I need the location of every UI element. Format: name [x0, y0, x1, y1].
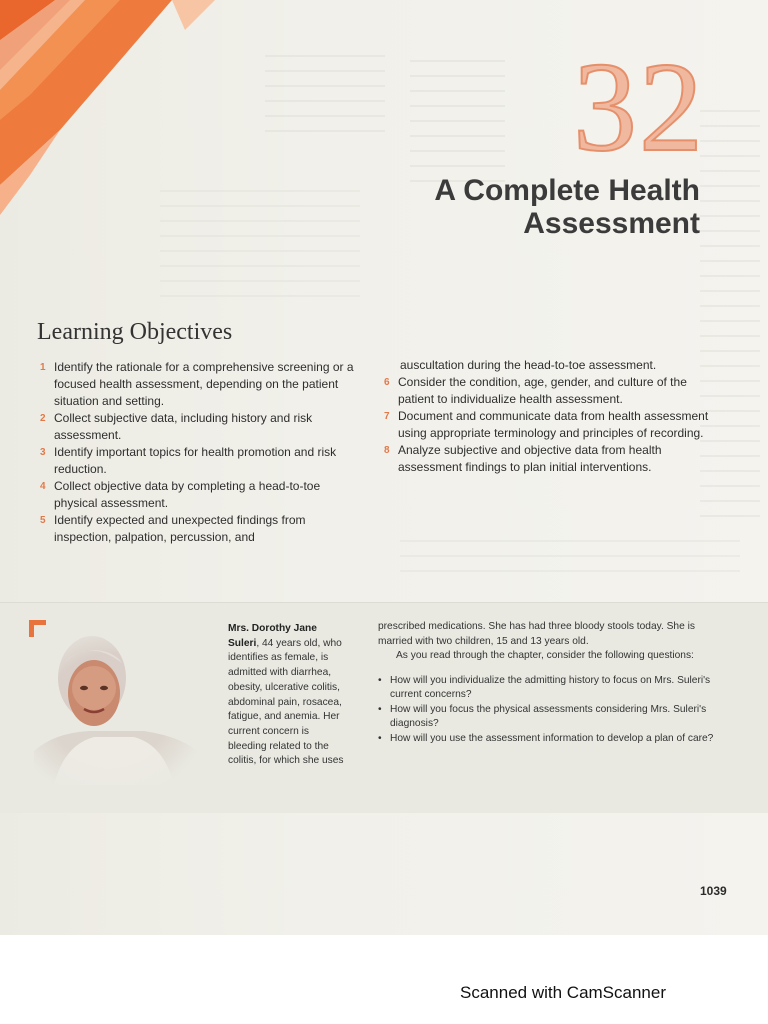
question-item: • How will you use the assessment information to develop a plan of care?: [378, 732, 718, 747]
objective-text: auscultation during the head-to-toe assessment.: [400, 358, 657, 372]
corner-decoration: [0, 0, 230, 230]
objective-number: 8: [384, 445, 390, 456]
objective-number: 4: [40, 481, 46, 492]
objectives-column-right: [384, 357, 719, 476]
objective-number: 5: [40, 515, 46, 526]
case-study-text: [378, 620, 718, 746]
case-study-panel: [0, 602, 768, 813]
page-number: 1039: [700, 884, 727, 898]
objective-number: 6: [384, 377, 390, 388]
objective-number: 7: [384, 411, 390, 422]
objective-item: [384, 442, 719, 476]
chapter-title: [360, 174, 700, 240]
patient-name: Mrs. Dorothy Jane Suleri: [228, 623, 317, 649]
objective-item: [384, 374, 719, 408]
objective-text: Collect subjective data, including history and risk assessment.: [54, 411, 313, 442]
objective-text: Document and communicate data from health assessment using appropriate terminology and principles of recording.: [398, 409, 709, 440]
objective-item: [40, 444, 355, 478]
question-item: • How will you individualize the admitting history to focus on Mrs. Suleri's current concerns?: [378, 674, 718, 703]
case-questions: [378, 674, 718, 747]
scanner-watermark: Scanned with CamScanner: [460, 983, 667, 1002]
objective-number: 3: [40, 447, 46, 458]
patient-bio-text: , 44 years old, who identifies as female, is admitted with diarrhea, obesity, ulcerative colitis, abdominal pain, rosacea, fatigue, and anemia. Her current concern is bleeding related to the colitis, for which she uses: [228, 637, 344, 767]
objective-text: Consider the condition, age, gender, and culture of the patient to individualize health assessment.: [398, 375, 687, 406]
objective-item: [40, 359, 355, 410]
objective-item: [384, 408, 719, 442]
question-item: • How will you focus the physical assessments considering Mrs. Suleri's diagnosis?: [378, 703, 718, 732]
objective-item: [40, 478, 355, 512]
chapter-title-line: Assessment: [523, 207, 700, 240]
objective-text: Collect objective data by completing a head-to-toe physical assessment.: [54, 479, 321, 510]
learning-objectives-heading: Learning Objectives: [37, 319, 233, 345]
objective-text: Identify the rationale for a comprehensive screening or a focused health assessment, depending on the patient situation and setting.: [54, 360, 354, 408]
bleed-through-text: [410, 60, 505, 190]
objective-text: Analyze subjective and objective data from health assessment findings to plan initial interventions.: [398, 443, 662, 474]
objective-number: 1: [40, 362, 46, 373]
bleed-through-text: [400, 540, 740, 585]
objectives-column-left: [40, 359, 355, 546]
objective-item: [40, 512, 355, 546]
bleed-through-text: [265, 55, 385, 145]
patient-bio: [228, 622, 348, 769]
objective-text: Identify expected and unexpected findings from inspection, palpation, percussion, and: [54, 513, 306, 544]
chapter-number: 32: [573, 36, 705, 178]
case-prompt: As you read through the chapter, consider the following questions:: [396, 650, 694, 661]
case-continuation: prescribed medications. She has had three bloody stools today. She is married with two children, 15 and 13 years old.: [378, 621, 695, 647]
chapter-title-line: A Complete Health: [434, 174, 700, 207]
objective-number: 2: [40, 413, 46, 424]
objective-text: Identify important topics for health promotion and risk reduction.: [54, 445, 337, 476]
patient-photo: [34, 633, 202, 785]
objective-item: [40, 410, 355, 444]
objective-item-continued: [384, 357, 719, 374]
